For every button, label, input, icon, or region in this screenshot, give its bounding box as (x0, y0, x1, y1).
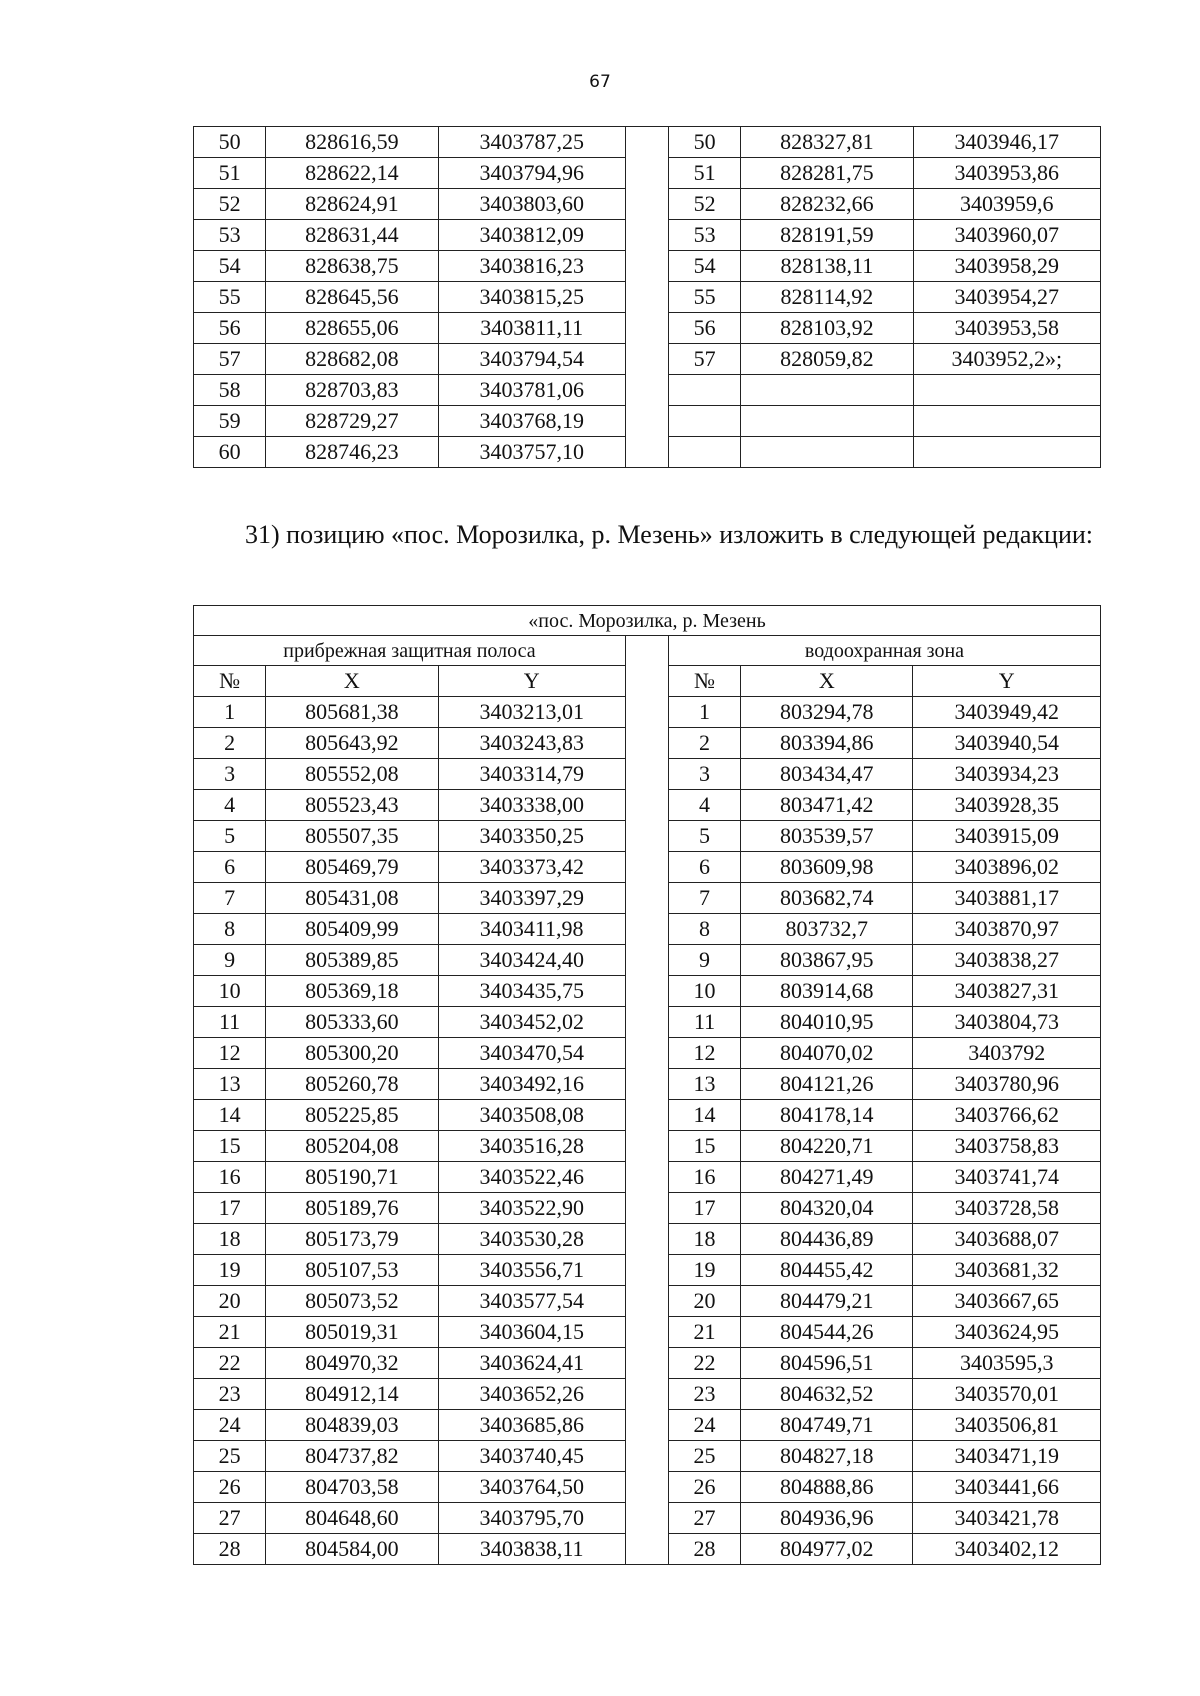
right-coord-y-cell: 3403953,86 (913, 158, 1100, 189)
right-point-number-cell: 55 (669, 282, 741, 313)
left-coord-y-cell: 3403795,70 (438, 1503, 625, 1534)
right-point-number-cell: 50 (669, 127, 741, 158)
right-coord-x-cell: 804827,18 (741, 1441, 913, 1472)
right-point-number-cell: 28 (668, 1534, 740, 1565)
right-coord-y-cell: 3403928,35 (913, 790, 1101, 821)
right-coord-y-cell: 3403934,23 (913, 759, 1101, 790)
left-coord-y-cell: 3403470,54 (438, 1038, 625, 1069)
right-point-number-cell: 13 (668, 1069, 740, 1100)
left-point-number-cell: 51 (194, 158, 266, 189)
left-coord-y-cell: 3403577,54 (438, 1286, 625, 1317)
right-point-number-cell: 5 (668, 821, 740, 852)
left-point-number-cell: 20 (194, 1286, 266, 1317)
left-coord-y-cell: 3403794,54 (438, 344, 625, 375)
left-coord-x-cell: 828622,14 (266, 158, 438, 189)
left-coord-y-cell: 3403424,40 (438, 945, 625, 976)
left-coord-y-cell: 3403604,15 (438, 1317, 625, 1348)
right-point-number-cell: 2 (668, 728, 740, 759)
right-coord-y-cell: 3403741,74 (913, 1162, 1101, 1193)
right-point-number-cell: 14 (668, 1100, 740, 1131)
left-coord-y-cell: 3403530,28 (438, 1224, 625, 1255)
left-coord-x-cell: 804912,14 (266, 1379, 438, 1410)
right-coord-y-cell: 3403441,66 (913, 1472, 1101, 1503)
left-coord-x-cell: 828631,44 (266, 220, 438, 251)
left-coord-y-cell: 3403373,42 (438, 852, 625, 883)
left-coord-y-cell: 3403768,19 (438, 406, 625, 437)
left-point-number-cell: 5 (194, 821, 266, 852)
left-coord-y-cell: 3403838,11 (438, 1534, 625, 1565)
col-header-x: X (741, 666, 913, 697)
right-point-number-cell: 52 (669, 189, 741, 220)
right-point-number-cell: 56 (669, 313, 741, 344)
right-coord-x-cell: 804121,26 (741, 1069, 913, 1100)
left-coord-x-cell: 805333,60 (266, 1007, 438, 1038)
right-coord-x-cell: 803539,57 (741, 821, 913, 852)
right-coord-x-cell: 828232,66 (741, 189, 913, 220)
right-coord-x-cell: 828059,82 (741, 344, 913, 375)
left-coord-x-cell: 828655,06 (266, 313, 438, 344)
left-coord-x-cell: 805073,52 (266, 1286, 438, 1317)
right-coord-x-cell (741, 437, 913, 468)
left-coord-x-cell: 805300,20 (266, 1038, 438, 1069)
left-point-number-cell: 4 (194, 790, 266, 821)
right-coord-y-cell: 3403728,58 (913, 1193, 1101, 1224)
coordinates-table-morozilka (193, 605, 1101, 1565)
right-coord-x-cell: 804888,86 (741, 1472, 913, 1503)
right-point-number-cell: 23 (668, 1379, 740, 1410)
right-coord-x-cell: 828114,92 (741, 282, 913, 313)
right-point-number-cell: 19 (668, 1255, 740, 1286)
right-coord-x-cell: 804544,26 (741, 1317, 913, 1348)
right-coord-x-cell: 804320,04 (741, 1193, 913, 1224)
left-coord-y-cell: 3403522,46 (438, 1162, 625, 1193)
right-point-number-cell: 10 (668, 976, 740, 1007)
right-point-number-cell: 54 (669, 251, 741, 282)
right-point-number-cell: 16 (668, 1162, 740, 1193)
right-coord-y-cell: 3403595,3 (913, 1348, 1101, 1379)
right-coord-x-cell: 828327,81 (741, 127, 913, 158)
right-point-number-cell: 17 (668, 1193, 740, 1224)
left-coord-y-cell: 3403516,28 (438, 1131, 625, 1162)
right-point-number-cell: 21 (668, 1317, 740, 1348)
right-coord-x-cell: 828138,11 (741, 251, 913, 282)
right-point-number-cell: 15 (668, 1131, 740, 1162)
right-coord-x-cell: 804749,71 (741, 1410, 913, 1441)
col-header-y: Y (438, 666, 625, 697)
left-coord-x-cell: 804839,03 (266, 1410, 438, 1441)
right-coord-y-cell: 3403954,27 (913, 282, 1100, 313)
left-coord-y-cell: 3403740,45 (438, 1441, 625, 1472)
left-coord-y-cell: 3403492,16 (438, 1069, 625, 1100)
right-point-number-cell: 12 (668, 1038, 740, 1069)
right-coord-x-cell: 804455,42 (741, 1255, 913, 1286)
left-point-number-cell: 21 (194, 1317, 266, 1348)
right-coord-x-cell: 803867,95 (741, 945, 913, 976)
left-point-number-cell: 56 (194, 313, 266, 344)
right-coord-x-cell: 828103,92 (741, 313, 913, 344)
right-coord-x-cell: 804977,02 (741, 1534, 913, 1565)
left-coord-y-cell: 3403652,26 (438, 1379, 625, 1410)
right-coord-y-cell: 3403949,42 (913, 697, 1101, 728)
right-point-number-cell (669, 437, 741, 468)
right-coord-x-cell (741, 375, 913, 406)
right-coord-x-cell (741, 406, 913, 437)
left-point-number-cell: 54 (194, 251, 266, 282)
left-coord-x-cell: 805107,53 (266, 1255, 438, 1286)
left-coord-x-cell: 805190,71 (266, 1162, 438, 1193)
right-coord-y-cell: 3403827,31 (913, 976, 1101, 1007)
left-point-number-cell: 23 (194, 1379, 266, 1410)
left-coord-y-cell: 3403685,86 (438, 1410, 625, 1441)
left-point-number-cell: 11 (194, 1007, 266, 1038)
left-point-number-cell: 25 (194, 1441, 266, 1472)
right-coord-y-cell: 3403870,97 (913, 914, 1101, 945)
right-coord-x-cell: 828191,59 (741, 220, 913, 251)
col-header-number: № (194, 666, 266, 697)
right-coord-y-cell: 3403881,17 (913, 883, 1101, 914)
left-coord-y-cell: 3403812,09 (438, 220, 625, 251)
right-coord-y-cell: 3403506,81 (913, 1410, 1101, 1441)
left-coord-y-cell: 3403815,25 (438, 282, 625, 313)
left-point-number-cell: 13 (194, 1069, 266, 1100)
right-coord-y-cell: 3403959,6 (913, 189, 1100, 220)
right-coord-x-cell: 804220,71 (741, 1131, 913, 1162)
zone-header-coastal-strip: прибрежная защитная полоса (194, 636, 626, 666)
left-coord-x-cell: 805260,78 (266, 1069, 438, 1100)
left-coord-x-cell: 805225,85 (266, 1100, 438, 1131)
right-point-number-cell: 1 (668, 697, 740, 728)
left-coord-y-cell: 3403803,60 (438, 189, 625, 220)
amendment-paragraph: 31) позицию «пос. Морозилка, р. Мезень» изложить в следующей редакции: (245, 520, 1094, 549)
left-coord-x-cell: 805643,92 (266, 728, 438, 759)
right-coord-y-cell (913, 437, 1100, 468)
left-point-number-cell: 24 (194, 1410, 266, 1441)
right-coord-y-cell: 3403896,02 (913, 852, 1101, 883)
right-coord-x-cell: 803394,86 (741, 728, 913, 759)
left-point-number-cell: 52 (194, 189, 266, 220)
left-coord-y-cell: 3403781,06 (438, 375, 625, 406)
left-coord-y-cell: 3403508,08 (438, 1100, 625, 1131)
left-coord-x-cell: 828729,27 (266, 406, 438, 437)
left-point-number-cell: 6 (194, 852, 266, 883)
left-coord-y-cell: 3403243,83 (438, 728, 625, 759)
left-point-number-cell: 1 (194, 697, 266, 728)
right-coord-y-cell: 3403958,29 (913, 251, 1100, 282)
left-point-number-cell: 59 (194, 406, 266, 437)
left-point-number-cell: 9 (194, 945, 266, 976)
left-coord-x-cell: 828638,75 (266, 251, 438, 282)
left-point-number-cell: 15 (194, 1131, 266, 1162)
left-point-number-cell: 7 (194, 883, 266, 914)
right-coord-x-cell: 803609,98 (741, 852, 913, 883)
left-coord-x-cell: 805507,35 (266, 821, 438, 852)
zone-header-water-protection: водоохранная зона (668, 636, 1100, 666)
right-point-number-cell: 11 (668, 1007, 740, 1038)
right-coord-y-cell: 3403766,62 (913, 1100, 1101, 1131)
left-coord-x-cell: 805409,99 (266, 914, 438, 945)
right-point-number-cell: 27 (668, 1503, 740, 1534)
col-header-y: Y (913, 666, 1101, 697)
table-row (194, 127, 1101, 158)
right-point-number-cell: 7 (668, 883, 740, 914)
right-point-number-cell: 9 (668, 945, 740, 976)
left-point-number-cell: 3 (194, 759, 266, 790)
right-coord-x-cell: 804632,52 (741, 1379, 913, 1410)
left-coord-y-cell: 3403816,23 (438, 251, 625, 282)
right-point-number-cell (669, 406, 741, 437)
right-coord-x-cell: 803434,47 (741, 759, 913, 790)
right-coord-y-cell: 3403940,54 (913, 728, 1101, 759)
left-coord-x-cell: 804648,60 (266, 1503, 438, 1534)
right-coord-x-cell: 828281,75 (741, 158, 913, 189)
left-coord-y-cell: 3403624,41 (438, 1348, 625, 1379)
left-point-number-cell: 18 (194, 1224, 266, 1255)
right-coord-y-cell: 3403681,32 (913, 1255, 1101, 1286)
left-point-number-cell: 57 (194, 344, 266, 375)
right-coord-y-cell: 3403402,12 (913, 1534, 1101, 1565)
right-coord-y-cell: 3403688,07 (913, 1224, 1101, 1255)
right-coord-y-cell: 3403804,73 (913, 1007, 1101, 1038)
left-point-number-cell: 22 (194, 1348, 266, 1379)
right-point-number-cell: 25 (668, 1441, 740, 1472)
left-point-number-cell: 27 (194, 1503, 266, 1534)
left-coord-x-cell: 805389,85 (266, 945, 438, 976)
right-coord-y-cell: 3403758,83 (913, 1131, 1101, 1162)
left-coord-x-cell: 804703,58 (266, 1472, 438, 1503)
left-coord-x-cell: 804970,32 (266, 1348, 438, 1379)
left-point-number-cell: 17 (194, 1193, 266, 1224)
right-coord-y-cell (913, 375, 1100, 406)
left-coord-y-cell: 3403794,96 (438, 158, 625, 189)
right-coord-x-cell: 804936,96 (741, 1503, 913, 1534)
right-coord-x-cell: 804271,49 (741, 1162, 913, 1193)
left-coord-x-cell: 805469,79 (266, 852, 438, 883)
left-coord-x-cell: 805019,31 (266, 1317, 438, 1348)
left-coord-x-cell: 828703,83 (266, 375, 438, 406)
left-coord-y-cell: 3403757,10 (438, 437, 625, 468)
right-coord-x-cell: 804436,89 (741, 1224, 913, 1255)
left-coord-x-cell: 805681,38 (266, 697, 438, 728)
left-point-number-cell: 58 (194, 375, 266, 406)
left-point-number-cell: 2 (194, 728, 266, 759)
right-coord-y-cell: 3403838,27 (913, 945, 1101, 976)
left-point-number-cell: 26 (194, 1472, 266, 1503)
left-coord-y-cell: 3403452,02 (438, 1007, 625, 1038)
right-coord-y-cell: 3403960,07 (913, 220, 1100, 251)
left-coord-y-cell: 3403350,25 (438, 821, 625, 852)
column-gap (625, 636, 668, 1565)
left-point-number-cell: 16 (194, 1162, 266, 1193)
left-point-number-cell: 10 (194, 976, 266, 1007)
left-coord-y-cell: 3403314,79 (438, 759, 625, 790)
right-point-number-cell: 18 (668, 1224, 740, 1255)
right-coord-y-cell: 3403471,19 (913, 1441, 1101, 1472)
left-coord-x-cell: 804737,82 (266, 1441, 438, 1472)
right-point-number-cell: 22 (668, 1348, 740, 1379)
left-coord-y-cell: 3403213,01 (438, 697, 625, 728)
right-coord-y-cell: 3403792 (913, 1038, 1101, 1069)
right-coord-x-cell: 804178,14 (741, 1100, 913, 1131)
left-coord-y-cell: 3403787,25 (438, 127, 625, 158)
left-point-number-cell: 14 (194, 1100, 266, 1131)
right-coord-y-cell: 3403915,09 (913, 821, 1101, 852)
right-coord-y-cell: 3403667,65 (913, 1286, 1101, 1317)
left-coord-y-cell: 3403411,98 (438, 914, 625, 945)
left-coord-y-cell: 3403556,71 (438, 1255, 625, 1286)
right-point-number-cell: 8 (668, 914, 740, 945)
left-coord-x-cell: 805369,18 (266, 976, 438, 1007)
right-coord-x-cell: 803294,78 (741, 697, 913, 728)
left-coord-y-cell: 3403435,75 (438, 976, 625, 1007)
left-point-number-cell: 53 (194, 220, 266, 251)
page-number: 67 (589, 72, 611, 92)
col-header-x: X (266, 666, 438, 697)
right-point-number-cell: 57 (669, 344, 741, 375)
left-point-number-cell: 50 (194, 127, 266, 158)
right-coord-y-cell: 3403570,01 (913, 1379, 1101, 1410)
left-coord-x-cell: 828682,08 (266, 344, 438, 375)
right-point-number-cell: 24 (668, 1410, 740, 1441)
right-point-number-cell: 4 (668, 790, 740, 821)
right-coord-x-cell: 804596,51 (741, 1348, 913, 1379)
right-coord-y-cell: 3403780,96 (913, 1069, 1101, 1100)
right-coord-y-cell: 3403953,58 (913, 313, 1100, 344)
left-coord-x-cell: 805523,43 (266, 790, 438, 821)
left-point-number-cell: 28 (194, 1534, 266, 1565)
left-point-number-cell: 55 (194, 282, 266, 313)
left-coord-x-cell: 828645,56 (266, 282, 438, 313)
left-coord-x-cell: 828624,91 (266, 189, 438, 220)
right-coord-x-cell: 803682,74 (741, 883, 913, 914)
left-coord-x-cell: 828746,23 (266, 437, 438, 468)
right-coord-x-cell: 804010,95 (741, 1007, 913, 1038)
right-point-number-cell: 51 (669, 158, 741, 189)
right-point-number-cell: 3 (668, 759, 740, 790)
left-coord-x-cell: 805552,08 (266, 759, 438, 790)
right-point-number-cell: 20 (668, 1286, 740, 1317)
right-coord-x-cell: 803914,68 (741, 976, 913, 1007)
right-coord-x-cell: 803732,7 (741, 914, 913, 945)
right-coord-x-cell: 803471,42 (741, 790, 913, 821)
coordinates-table-continued (193, 126, 1101, 468)
col-header-number: № (668, 666, 740, 697)
right-coord-x-cell: 804479,21 (741, 1286, 913, 1317)
right-coord-y-cell: 3403421,78 (913, 1503, 1101, 1534)
left-coord-y-cell: 3403397,29 (438, 883, 625, 914)
right-point-number-cell: 53 (669, 220, 741, 251)
right-coord-y-cell: 3403946,17 (913, 127, 1100, 158)
left-coord-y-cell: 3403522,90 (438, 1193, 625, 1224)
right-coord-x-cell: 804070,02 (741, 1038, 913, 1069)
left-coord-x-cell: 805204,08 (266, 1131, 438, 1162)
right-point-number-cell: 6 (668, 852, 740, 883)
left-coord-x-cell: 828616,59 (266, 127, 438, 158)
left-coord-x-cell: 805431,08 (266, 883, 438, 914)
right-point-number-cell (669, 375, 741, 406)
right-coord-y-cell: 3403624,95 (913, 1317, 1101, 1348)
left-point-number-cell: 19 (194, 1255, 266, 1286)
left-point-number-cell: 8 (194, 914, 266, 945)
right-coord-y-cell: 3403952,2»; (913, 344, 1100, 375)
left-coord-x-cell: 805173,79 (266, 1224, 438, 1255)
table-title: «пос. Морозилка, р. Мезень (194, 606, 1101, 636)
left-coord-x-cell: 805189,76 (266, 1193, 438, 1224)
left-point-number-cell: 60 (194, 437, 266, 468)
left-coord-y-cell: 3403338,00 (438, 790, 625, 821)
right-point-number-cell: 26 (668, 1472, 740, 1503)
left-coord-y-cell: 3403764,50 (438, 1472, 625, 1503)
left-point-number-cell: 12 (194, 1038, 266, 1069)
column-gap (625, 127, 668, 468)
right-coord-y-cell (913, 406, 1100, 437)
left-coord-y-cell: 3403811,11 (438, 313, 625, 344)
left-coord-x-cell: 804584,00 (266, 1534, 438, 1565)
